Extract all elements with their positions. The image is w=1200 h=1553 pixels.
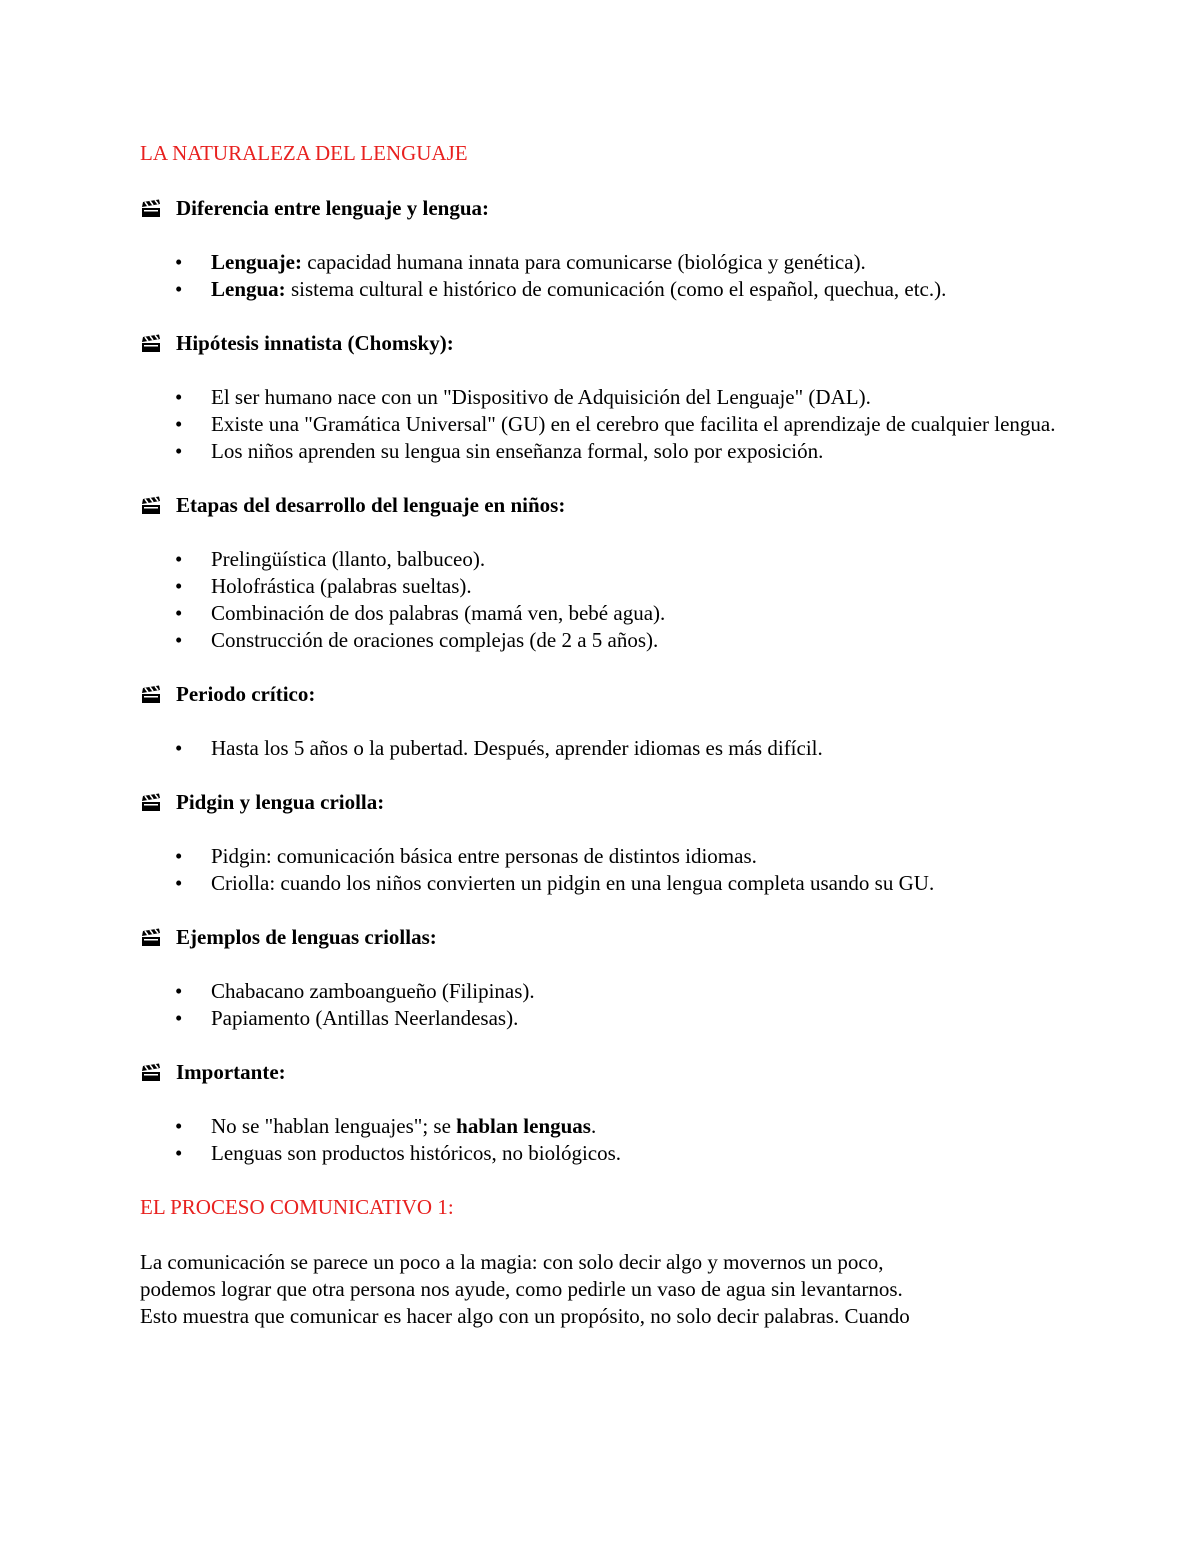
- list-item: [140, 276, 1060, 303]
- list-item: [140, 546, 1060, 573]
- item-text: Prelingüística (llanto, balbuceo).: [211, 547, 486, 571]
- section-title-text: Importante:: [176, 1060, 286, 1084]
- item-text: Combinación de dos palabras (mamá ven, bebé agua).: [211, 601, 666, 625]
- section-title-text: Periodo crítico:: [176, 682, 316, 706]
- list-item: [140, 978, 1060, 1005]
- bullet-icon: •: [175, 844, 183, 868]
- list-item: [140, 600, 1060, 627]
- item-text: Los niños aprenden su lengua sin enseñanza formal, solo por exposición.: [211, 439, 824, 463]
- list-item: [140, 249, 1060, 276]
- clapperboard-icon: [140, 496, 162, 516]
- item-text: No se "hablan lenguajes"; se: [211, 1114, 457, 1138]
- section-3: [140, 681, 1060, 762]
- bullet-icon: •: [175, 736, 183, 760]
- section-title-text: Pidgin y lengua criolla:: [176, 790, 385, 814]
- clapperboard-icon: [140, 793, 162, 813]
- section-title-text: Hipótesis innatista (Chomsky):: [176, 331, 454, 355]
- item-text: Construcción de oraciones complejas (de 2 a 5 años).: [211, 628, 659, 652]
- section-0: [140, 195, 1060, 303]
- item-text: Pidgin: comunicación básica entre personas de distintos idiomas.: [211, 844, 757, 868]
- list-item: [140, 843, 1060, 870]
- section-title: [140, 924, 1060, 951]
- bullet-icon: •: [175, 1114, 183, 1138]
- section-title: [140, 195, 1060, 222]
- heading-proceso: EL PROCESO COMUNICATIVO 1:: [140, 1195, 454, 1219]
- section-1: [140, 330, 1060, 465]
- section-title: [140, 330, 1060, 357]
- item-text: capacidad humana innata para comunicarse (biológica y genética).: [302, 250, 866, 274]
- section-title-text: Etapas del desarrollo del lenguaje en niños:: [176, 493, 566, 517]
- item-text-after: .: [590, 1114, 597, 1138]
- bullet-icon: •: [175, 628, 183, 652]
- section-title: [140, 681, 1060, 708]
- clapperboard-icon: [140, 685, 162, 705]
- section-title: [140, 492, 1060, 519]
- clapperboard-icon: [140, 928, 162, 948]
- item-text: Holofrástica (palabras sueltas).: [211, 574, 472, 598]
- bullet-list: [140, 546, 1060, 654]
- item-text: Chabacano zamboangueño (Filipinas).: [211, 979, 535, 1003]
- list-item: [140, 870, 1060, 897]
- item-text: Lenguas son productos históricos, no biológicos.: [211, 1141, 622, 1165]
- list-item: [140, 384, 1060, 411]
- bullet-icon: •: [175, 1141, 183, 1165]
- list-item: [140, 1005, 1060, 1032]
- bullet-icon: •: [175, 277, 183, 301]
- section-5: [140, 924, 1060, 1032]
- bullet-icon: •: [175, 250, 183, 274]
- list-item: [140, 438, 1060, 465]
- heading-naturaleza: LA NATURALEZA DEL LENGUAJE: [140, 141, 468, 165]
- section-6: [140, 1059, 1060, 1167]
- bullet-icon: •: [175, 1006, 183, 1030]
- section-title: [140, 789, 1060, 816]
- section-4: [140, 789, 1060, 897]
- bullet-icon: •: [175, 574, 183, 598]
- bullet-icon: •: [175, 871, 183, 895]
- clapperboard-icon: [140, 334, 162, 354]
- list-item: [140, 1113, 1060, 1140]
- bullet-icon: •: [175, 385, 183, 409]
- section-title-text: Ejemplos de lenguas criollas:: [176, 925, 437, 949]
- item-term: Lengua:: [211, 277, 286, 301]
- item-text: Criolla: cuando los niños convierten un pidgin en una lengua completa usando su GU.: [211, 871, 935, 895]
- clapperboard-icon: [140, 199, 162, 219]
- bullet-icon: •: [175, 412, 183, 436]
- item-text: Existe una "Gramática Universal" (GU) en el cerebro que facilita el aprendizaje de cualquier lengua.: [211, 412, 1056, 436]
- paragraph: [140, 1249, 1060, 1330]
- list-item: [140, 735, 1060, 762]
- bullet-icon: •: [175, 979, 183, 1003]
- section-title: [140, 1059, 1060, 1086]
- sections-container: [140, 195, 1060, 1167]
- item-text: El ser humano nace con un "Dispositivo de Adquisición del Lenguaje" (DAL).: [211, 385, 871, 409]
- document-page: [140, 140, 1060, 1330]
- item-text: sistema cultural e histórico de comunicación (como el español, quechua, etc.).: [285, 277, 947, 301]
- paragraph-line: Esto muestra que comunicar es hacer algo con un propósito, no solo decir palabras. Cuando: [140, 1304, 910, 1328]
- item-text: Hasta los 5 años o la pubertad. Después, aprender idiomas es más difícil.: [211, 736, 823, 760]
- paragraph-line: La comunicación se parece un poco a la magia: con solo decir algo y movernos un poco,: [140, 1250, 884, 1274]
- section-title-text: Diferencia entre lenguaje y lengua:: [176, 196, 490, 220]
- section-2: [140, 492, 1060, 654]
- item-term: Lenguaje:: [211, 250, 302, 274]
- bullet-list: [140, 735, 1060, 762]
- list-item: [140, 1140, 1060, 1167]
- bullet-icon: •: [175, 601, 183, 625]
- bullet-list: [140, 978, 1060, 1032]
- clapperboard-icon: [140, 1063, 162, 1083]
- bullet-icon: •: [175, 439, 183, 463]
- bullet-list: [140, 384, 1060, 465]
- paragraph-line: podemos lograr que otra persona nos ayude, como pedirle un vaso de agua sin levantarnos.: [140, 1277, 903, 1301]
- bullet-list: [140, 843, 1060, 897]
- list-item: [140, 627, 1060, 654]
- list-item: [140, 411, 1060, 438]
- bullet-list: [140, 249, 1060, 303]
- bullet-list: [140, 1113, 1060, 1167]
- bullet-icon: •: [175, 547, 183, 571]
- list-item: [140, 573, 1060, 600]
- item-emphasis: hablan lenguas: [456, 1114, 591, 1138]
- item-text: Papiamento (Antillas Neerlandesas).: [211, 1006, 519, 1030]
